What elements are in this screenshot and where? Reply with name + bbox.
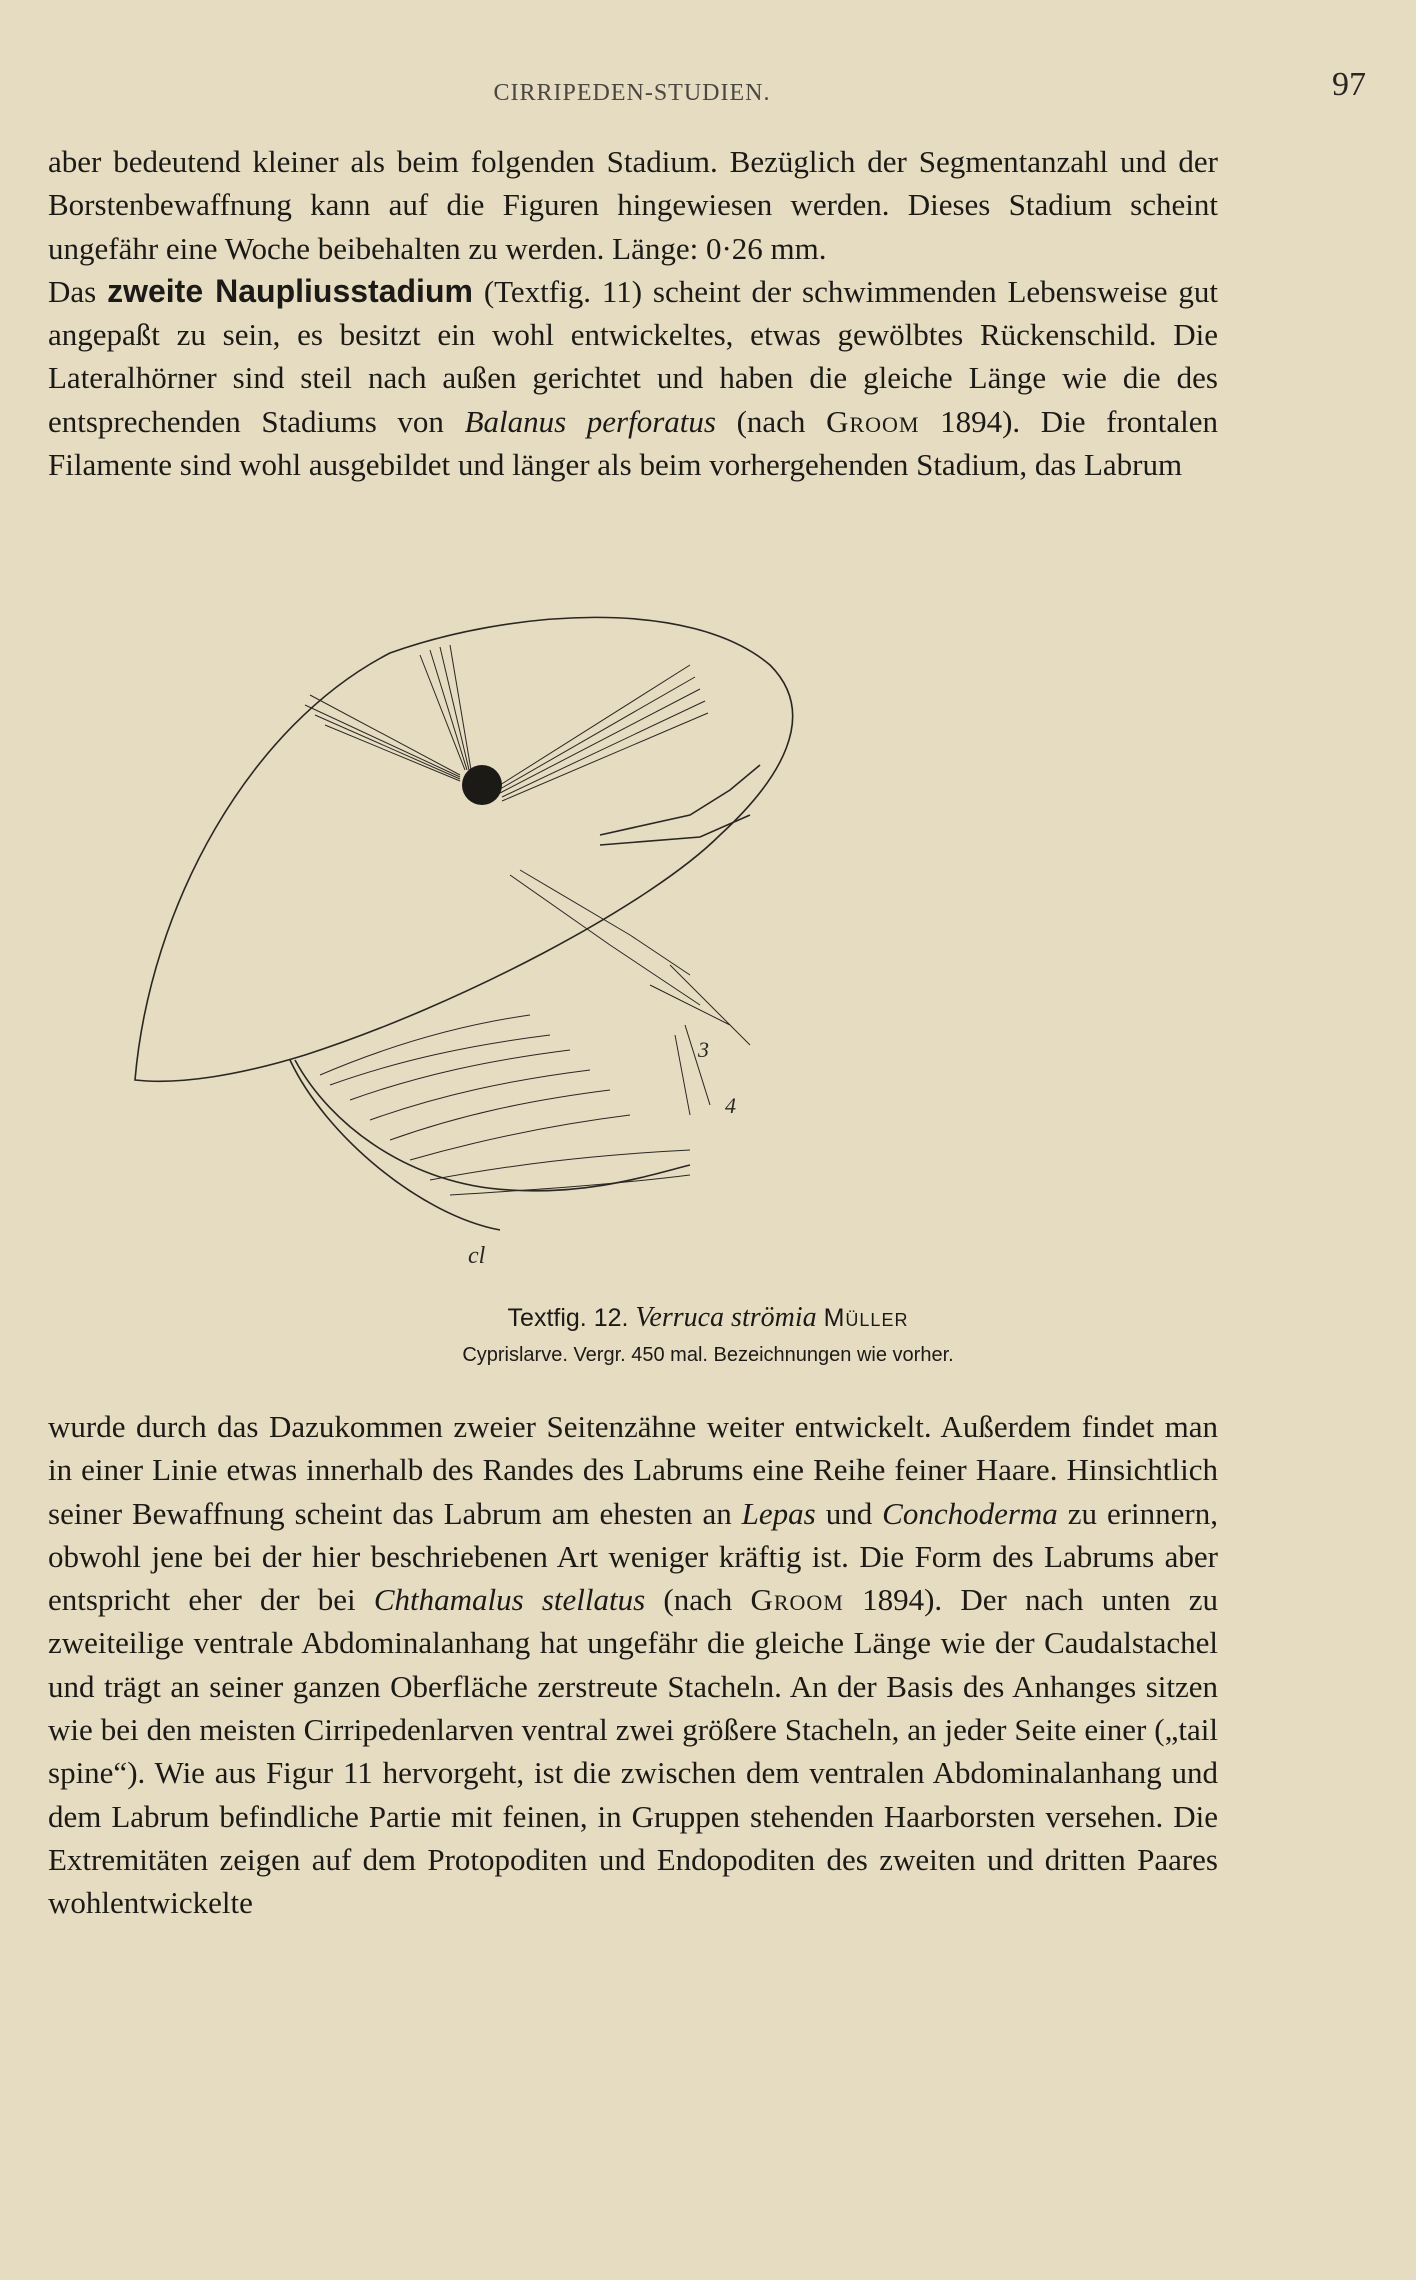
cypris-drawing <box>130 605 1140 1275</box>
species-name: Balanus perforatus <box>464 403 716 439</box>
setae-right <box>500 665 708 801</box>
species-chthamalus: Chthamalus stellatus <box>373 1582 646 1618</box>
term-bold: zweite Naupliusstadium <box>107 272 473 309</box>
genus-lepas: Lepas <box>741 1495 816 1531</box>
caption-species: Verruca strömia <box>635 1302 817 1333</box>
eye-spot <box>462 765 502 805</box>
thoracopods <box>320 870 750 1195</box>
text-span: zu erinnern, obwohl jene bei der hier beschriebenen Art weniger kräftig ist. Die Form des Labrums aber entspricht eher der bei <box>48 1495 1218 1618</box>
text-span: (nach <box>736 403 806 439</box>
paragraph-second-nauplius <box>48 270 1218 486</box>
label-cl: cl <box>468 1243 486 1269</box>
text-span: Das <box>48 273 97 309</box>
paragraph-first-stage: aber bedeutend kleiner als beim folgenden Stadium. Bezüglich der Segmentanzahl und der Borstenbewaffnung kann auf die Figuren hingewiesen werden. Dieses Stadium scheint ungefähr eine Woche beibehalten zu werden. Länge: 0·26 mm. <box>48 144 1218 266</box>
text-span: und <box>825 1495 873 1531</box>
label-4: 4 <box>725 1093 736 1118</box>
caption-label: Textfig. 12. <box>507 1304 629 1332</box>
page-number: 97 <box>1332 66 1366 103</box>
paragraph-top <box>48 140 1218 486</box>
figure-cyprislarve <box>130 605 1140 1275</box>
figure-caption <box>0 1302 1416 1367</box>
text-span: (Textfig. 11) scheint der schwimmenden Lebensweise gut angepaßt zu sein, es besitzt ein wohl entwickeltes, etwas gewölbtes Rückenschild. Die Lateralhörner sind steil nach außen gerichtet und haben die gleiche Länge wie die des entsprechenden Stadiums von <box>48 273 1219 439</box>
setae-left <box>305 645 471 781</box>
text-span: (nach <box>663 1582 733 1618</box>
genus-conchoderma: Conchoderma <box>882 1495 1058 1531</box>
paragraph-labrum <box>48 1405 1218 1925</box>
caption-author: Müller <box>823 1304 909 1332</box>
cypris-outline <box>135 617 793 1230</box>
caption-line-2: Cyprislarve. Vergr. 450 mal. Bezeichnungen wie vorher. <box>462 1344 954 1366</box>
text-span: 1894). Die frontalen Filamente sind wohl ausgebildet und länger als beim vorhergehenden Stadium, das Labrum <box>48 403 1219 483</box>
paragraph-bottom <box>48 1405 1218 1925</box>
text-span: wurde durch das Dazukommen zweier Seitenzähne weiter entwickelt. Außerdem findet man in einer Linie etwas innerhalb des Randes des Labrums eine Reihe feiner Haare. Hinsichtlich seiner Bewaffnung scheint das Labrum am ehesten an <box>48 1409 1218 1531</box>
running-title: CIRRIPEDEN-STUDIEN. <box>493 80 771 106</box>
author-name: Groom <box>750 1582 844 1618</box>
label-3: 3 <box>698 1037 709 1062</box>
text-span: 1894). Der nach unten zu zweiteilige ventrale Abdominalanhang hat ungefähr die gleiche Länge wie der Caudalstachel und trägt an seiner ganzen Oberfläche zerstreute Stacheln. An der Basis des Anhanges sitzen wie bei den meisten Cirripedenlarven ventral zwei größere Stacheln, an jeder Seite einer („tail spine“). Wie aus Figur 11 hervorgeht, ist die zwischen dem ventralen Abdominalanhang und dem Labrum befindliche Partie mit feinen, in Gruppen stehenden Haarborsten versehen. Die Extremitäten zeigen auf dem Protopoditen und Endopoditen des zweiten und dritten Paares wohlentwickelte <box>48 1582 1219 1921</box>
caption-line-1 <box>0 1302 1416 1334</box>
page-header <box>48 66 1366 122</box>
author-name: Groom <box>826 403 920 439</box>
